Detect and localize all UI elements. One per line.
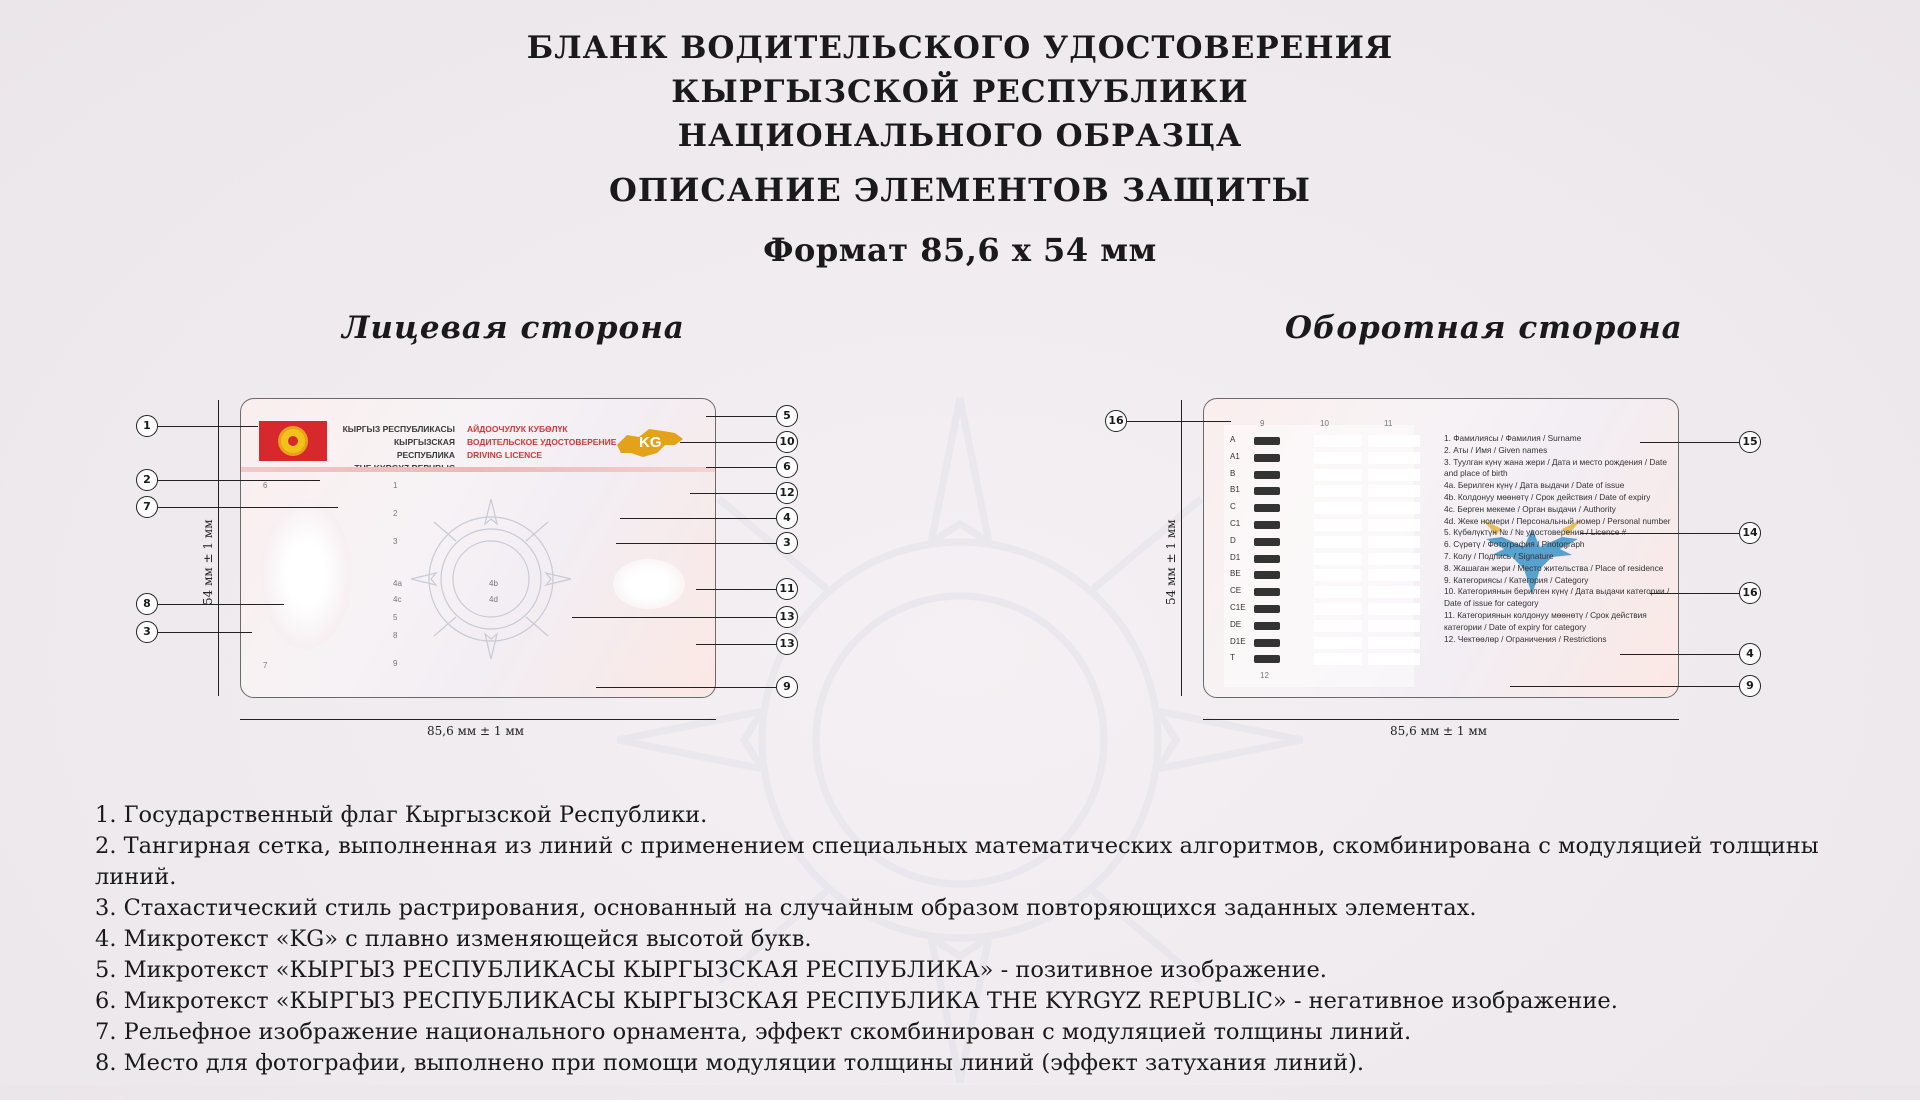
field-8: 8 <box>393 631 398 640</box>
description-item: 5. Микротекст «КЫРГЫЗ РЕСПУБЛИКАСЫ КЫРГЫЗСКАЯ РЕСПУБЛИКА» - позитивное изображение. <box>95 957 1327 983</box>
category-label: B1 <box>1230 485 1240 495</box>
vehicle-icon <box>1254 471 1280 479</box>
callout-8: 8 <box>136 593 158 615</box>
field-1: 1 <box>393 481 398 490</box>
title-line-1: БЛАНК ВОДИТЕЛЬСКОГО УДОСТОВЕРЕНИЯ <box>526 30 1394 66</box>
field-4c: 4c <box>393 595 402 604</box>
category-label: A <box>1230 435 1236 444</box>
back-list-item: 4d. Жеке номери / Персональный номер / Personal number <box>1444 515 1671 526</box>
back-list-item: 3. Туулган күнү жана жери / Дата и место рождения / Date and place of birth <box>1444 456 1667 479</box>
lead-7 <box>158 507 338 508</box>
category-label: BE <box>1230 569 1241 579</box>
date-box <box>1368 452 1420 464</box>
callout-3-left: 3 <box>136 621 158 643</box>
date-box <box>1368 502 1420 514</box>
callout-5: 5 <box>776 405 798 427</box>
category-row <box>1230 519 1420 533</box>
col-header-9: 9 <box>1260 419 1265 428</box>
callout-2: 2 <box>136 469 158 491</box>
vehicle-icon <box>1254 538 1280 546</box>
category-label: CE <box>1230 586 1242 596</box>
lead-5 <box>706 416 776 417</box>
window-oval <box>613 559 685 609</box>
date-box <box>1368 485 1420 497</box>
field-4d: 4d <box>489 595 498 604</box>
category-row <box>1230 502 1420 516</box>
date-box <box>1314 637 1362 649</box>
vehicle-icon <box>1254 588 1280 596</box>
date-box <box>1314 452 1362 464</box>
date-box <box>1314 653 1362 665</box>
front-dim-vertical <box>218 400 219 696</box>
vehicle-icon <box>1254 504 1280 512</box>
field-4b: 4b <box>489 579 498 588</box>
category-label: D1E <box>1230 636 1246 646</box>
back-list-item: 2. Аты / Имя / Given names <box>1444 444 1548 455</box>
vehicle-icon <box>1254 437 1280 445</box>
date-box <box>1368 553 1420 565</box>
vehicle-icon <box>1254 487 1280 495</box>
category-row <box>1230 553 1420 567</box>
back-card <box>1203 398 1679 698</box>
vehicle-icon <box>1254 555 1280 563</box>
category-label: C1E <box>1230 603 1246 612</box>
category-row <box>1230 435 1420 449</box>
description-item: 6. Микротекст «КЫРГЫЗ РЕСПУБЛИКАСЫ КЫРГЫЗСКАЯ РЕСПУБЛИКА THE KYRGYZ REPUBLIC» - негативное изображение. <box>95 988 1618 1014</box>
security-descriptions <box>95 800 1835 1079</box>
category-label: A1 <box>1230 451 1240 461</box>
callout-12: 12 <box>776 482 798 504</box>
callout-13-a: 13 <box>776 606 798 628</box>
category-row <box>1230 653 1420 667</box>
date-box <box>1314 586 1362 598</box>
front-dim-horizontal <box>240 719 716 720</box>
lead-13-a <box>572 617 776 618</box>
category-label: C1 <box>1230 519 1241 528</box>
date-box <box>1314 569 1362 581</box>
back-list-item: 5. Күбөлүктүн № / № удостоверения / Licence # <box>1444 527 1627 538</box>
lead-14 <box>1580 533 1739 534</box>
lead-11 <box>696 589 776 590</box>
title-line-3: НАЦИОНАЛЬНОГО ОБРАЗЦА <box>677 118 1243 154</box>
red-microtext-strip <box>241 467 716 472</box>
date-box <box>1314 485 1362 497</box>
date-box <box>1368 469 1420 481</box>
hdr-left-line-1: КЫРГЫЗ РЕСПУБЛИКАСЫ <box>342 424 455 434</box>
back-list-item: 11. Категориянын колдонуу мөөнөтү / Срок действия категории / Date of expiry for category <box>1444 609 1647 632</box>
lead-15 <box>1640 442 1739 443</box>
date-box <box>1314 469 1362 481</box>
category-row <box>1230 569 1420 583</box>
lead-12 <box>690 493 776 494</box>
back-side-title: Оборотная сторона <box>1285 310 1683 346</box>
lead-3-left <box>158 632 252 633</box>
category-label: D1 <box>1230 552 1241 562</box>
category-label: B <box>1230 468 1236 478</box>
callout-9-front: 9 <box>776 676 798 698</box>
date-box <box>1368 637 1420 649</box>
description-item: 4. Микротекст «KG» с плавно изменяющейся высотой букв. <box>95 926 812 952</box>
category-label: C <box>1230 502 1236 512</box>
date-box <box>1368 536 1420 548</box>
description-item: 8. Место для фотографии, выполнено при помощи модуляции толщины линий (эффект затухания линий). <box>95 1050 1365 1076</box>
vehicle-icon <box>1254 622 1280 630</box>
callout-14: 14 <box>1739 522 1761 544</box>
kg-label: KG <box>639 434 662 451</box>
lead-1 <box>158 426 258 427</box>
description-item: 2. Тангирная сетка, выполненная из линий с применением специальных математических алгоритмов, скомбинирована с модуляцией толщины линий. <box>95 833 1819 890</box>
field-6: 6 <box>263 481 268 490</box>
date-box <box>1368 620 1420 632</box>
callout-6: 6 <box>776 456 798 478</box>
row-12: 12 <box>1260 671 1269 680</box>
category-row <box>1230 620 1420 634</box>
back-list-item: 4b. Колдонуу мөөнөтү / Срок действия / Date of expiry <box>1444 491 1651 502</box>
col-header-10: 10 <box>1320 419 1329 428</box>
category-row <box>1230 586 1420 600</box>
date-box <box>1368 569 1420 581</box>
date-box <box>1314 553 1362 565</box>
callout-13-b: 13 <box>776 633 798 655</box>
category-row <box>1230 536 1420 550</box>
date-box <box>1314 620 1362 632</box>
hdr-right-line-1: АЙДООЧУЛУК КУБӨЛҮК <box>467 424 568 434</box>
date-box <box>1314 603 1362 615</box>
description-item: 3. Стахастический стиль растрирования, основанный на случайным образом повторяющихся заданных элементах. <box>95 895 1477 921</box>
date-box <box>1314 502 1362 514</box>
lead-16-left <box>1127 421 1231 422</box>
date-box <box>1314 435 1362 447</box>
callout-4: 4 <box>776 507 798 529</box>
format-line: Формат 85,6 х 54 мм <box>763 231 1157 269</box>
back-list-item: 8. Жашаган жери / Место жительства / Place of residence <box>1444 562 1664 573</box>
field-7: 7 <box>263 661 268 670</box>
vehicle-icon <box>1254 655 1280 663</box>
category-label: DE <box>1230 619 1242 629</box>
field-4a: 4a <box>393 579 402 588</box>
lead-10 <box>680 442 776 443</box>
vehicle-icon <box>1254 605 1280 613</box>
lead-16-right <box>1650 593 1739 594</box>
back-list-item: 7. Колу / Подпись / Signature <box>1444 550 1554 561</box>
lead-3-right <box>616 543 776 544</box>
lead-2 <box>158 480 320 481</box>
callout-10: 10 <box>776 431 798 453</box>
back-list-item: 12. Чектөөлөр / Ограничения / Restrictions <box>1444 633 1607 644</box>
category-row <box>1230 637 1420 651</box>
callout-16-right: 16 <box>1739 582 1761 604</box>
category-label: T <box>1230 653 1235 663</box>
back-dim-vertical <box>1181 400 1182 696</box>
subtitle-security: ОПИСАНИЕ ЭЛЕМЕНТОВ ЗАЩИТЫ <box>609 171 1311 209</box>
lead-9-back <box>1510 686 1739 687</box>
field-3: 3 <box>393 537 398 546</box>
description-item: 1. Государственный флаг Кыргызской Республики. <box>95 802 708 828</box>
hdr-right-line-2: ВОДИТЕЛЬСКОЕ УДОСТОВЕРЕНИЕ <box>467 437 617 447</box>
description-item: 7. Рельефное изображение национального орнамента, эффект скомбинирован с модуляцией толщины линий. <box>95 1019 1412 1045</box>
back-dim-horizontal <box>1203 719 1679 720</box>
field-2: 2 <box>393 509 398 518</box>
lead-6 <box>706 467 776 468</box>
category-row <box>1230 485 1420 499</box>
category-label: D <box>1230 535 1236 545</box>
category-row <box>1230 603 1420 617</box>
date-box <box>1368 653 1420 665</box>
callout-11: 11 <box>776 578 798 600</box>
front-card <box>240 398 716 698</box>
front-dim-h-label: 85,6 мм ± 1 мм <box>427 724 525 738</box>
vehicle-icon <box>1254 521 1280 529</box>
callout-1: 1 <box>136 415 158 437</box>
kg-map-icon <box>613 423 685 463</box>
vehicle-icon <box>1254 571 1280 579</box>
back-list-item: 6. Сүрөтү / Фотография / Photograph <box>1444 539 1585 550</box>
back-list-item: 1. Фамилиясы / Фамилия / Surname <box>1444 433 1582 443</box>
date-box <box>1368 603 1420 615</box>
callout-16-left: 16 <box>1105 410 1127 432</box>
back-list-item: 4a. Берилген күнү / Дата выдачи / Date of issue <box>1444 480 1625 491</box>
front-dim-v-label: 54 мм ± 1 мм <box>201 519 215 605</box>
col-header-11: 11 <box>1384 419 1393 428</box>
category-row <box>1230 452 1420 466</box>
date-box <box>1368 435 1420 447</box>
category-row <box>1230 469 1420 483</box>
back-list-item: 4c. Берген мекеме / Орган выдачи / Authority <box>1444 503 1616 514</box>
lead-9-front <box>596 687 776 688</box>
back-list-item: 9. Категориясы / Категория / Category <box>1444 574 1589 585</box>
date-box <box>1368 586 1420 598</box>
vehicle-icon <box>1254 454 1280 462</box>
callout-15: 15 <box>1739 431 1761 453</box>
date-box <box>1314 536 1362 548</box>
back-field-list <box>1444 433 1676 645</box>
hdr-right-line-3: DRIVING LICENCE <box>467 450 543 460</box>
title-line-2: КЫРГЫЗСКОЙ РЕСПУБЛИКИ <box>671 74 1249 110</box>
back-list-item: 10. Категориянын берилген күнү / Дата выдачи категории / Date of issue for category <box>1444 586 1670 609</box>
back-dim-v-label: 54 мм ± 1 мм <box>1164 519 1178 605</box>
hdr-left-line-2: КЫРГЫЗСКАЯ РЕСПУБЛИКА <box>393 437 455 460</box>
callout-3-right: 3 <box>776 532 798 554</box>
back-dim-h-label: 85,6 мм ± 1 мм <box>1390 724 1488 738</box>
field-9: 9 <box>393 659 398 668</box>
callout-7: 7 <box>136 496 158 518</box>
vehicle-icon <box>1254 639 1280 647</box>
kyrgyz-flag-icon <box>259 421 327 461</box>
photo-area <box>261 499 351 649</box>
front-side-title: Лицевая сторона <box>342 310 685 346</box>
card-header-right <box>467 423 616 462</box>
date-box <box>1314 519 1362 531</box>
lead-8 <box>158 604 284 605</box>
lead-13-b <box>696 644 776 645</box>
field-5: 5 <box>393 613 398 622</box>
date-box <box>1368 519 1420 531</box>
lead-4-back <box>1620 654 1739 655</box>
lead-4 <box>620 518 776 519</box>
callout-4-back: 4 <box>1739 643 1761 665</box>
callout-9-back: 9 <box>1739 675 1761 697</box>
